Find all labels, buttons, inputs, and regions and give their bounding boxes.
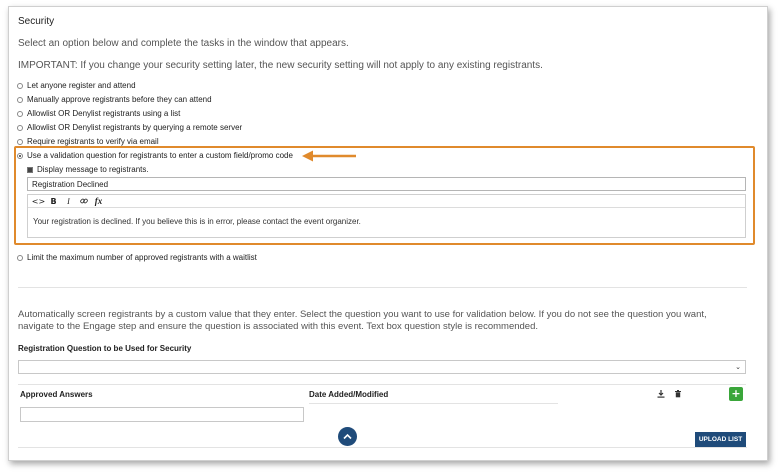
intro-text: Select an option below and complete the tasks in the window that appears. xyxy=(18,38,349,49)
chevron-down-icon: ⌄ xyxy=(735,363,741,371)
bold-button[interactable]: B xyxy=(50,196,57,206)
upload-list-button[interactable]: UPLOAD LIST xyxy=(695,432,746,447)
col-date-added: Date Added/Modified xyxy=(309,390,389,399)
formula-button[interactable]: fx xyxy=(94,195,103,206)
option-manual-approve[interactable] xyxy=(17,95,212,104)
divider xyxy=(18,287,747,288)
message-title-input[interactable]: Registration Declined xyxy=(27,177,746,191)
option-waitlist[interactable] xyxy=(17,253,257,262)
display-message-toggle[interactable] xyxy=(27,165,149,174)
radio-list[interactable] xyxy=(17,111,23,117)
divider xyxy=(18,447,747,448)
registration-question-label: Registration Question to be Used for Security xyxy=(18,344,192,353)
col-approved-answers: Approved Answers xyxy=(20,390,93,399)
scroll-up-button[interactable] xyxy=(338,427,357,446)
display-message-label: Display message to registrants. xyxy=(37,165,149,174)
answers-table-header xyxy=(18,384,746,404)
message-editor[interactable] xyxy=(27,194,746,238)
registration-question-select[interactable] xyxy=(18,360,746,374)
code-view-button[interactable]: <> xyxy=(31,196,46,206)
security-panel xyxy=(8,6,768,461)
trash-icon[interactable] xyxy=(673,389,683,399)
option-remote-server[interactable] xyxy=(17,123,242,132)
column-underline xyxy=(309,403,558,404)
auto-screen-text: Automatically screen registrants by a custom value that they enter. Select the question you want to use for validation below. If you do not see the question you want, navigate to the Engage step and ensure the question is associated with this event. Text box question style is recommended. xyxy=(18,309,707,332)
option-anyone[interactable] xyxy=(17,81,136,90)
radio-verify-email[interactable] xyxy=(17,139,23,145)
radio-remote-server[interactable] xyxy=(17,125,23,131)
option-label: Require registrants to verify via email xyxy=(27,137,159,146)
section-title: Security xyxy=(18,16,55,27)
approved-answer-input[interactable] xyxy=(20,407,304,422)
option-label: Allowlist OR Denylist registrants using a list xyxy=(27,109,181,118)
option-label: Use a validation question for registrants to enter a custom field/promo code xyxy=(27,151,293,160)
option-list[interactable] xyxy=(17,109,180,118)
option-label: Manually approve registrants before they can attend xyxy=(27,95,212,104)
editor-toolbar xyxy=(28,195,745,208)
download-icon[interactable] xyxy=(656,389,666,399)
important-note: IMPORTANT: If you change your security setting later, the new security setting will not apply to any existing registrants. xyxy=(18,60,543,71)
radio-waitlist[interactable] xyxy=(17,255,23,261)
radio-anyone[interactable] xyxy=(17,83,23,89)
option-label: Allowlist OR Denylist registrants by querying a remote server xyxy=(27,123,243,132)
option-validation-question[interactable] xyxy=(17,151,293,160)
chevron-up-icon xyxy=(343,433,352,440)
add-answer-button[interactable]: + xyxy=(729,387,743,401)
display-message-checkbox[interactable] xyxy=(27,167,33,173)
option-verify-email[interactable] xyxy=(17,137,159,146)
link-icon[interactable] xyxy=(76,196,91,207)
option-label: Let anyone register and attend xyxy=(27,81,136,90)
radio-manual-approve[interactable] xyxy=(17,97,23,103)
italic-button[interactable]: I xyxy=(67,196,70,206)
message-body[interactable]: Your registration is declined. If you believe this is in error, please contact the event organizer. xyxy=(33,217,361,226)
arrow-left-icon xyxy=(302,149,358,163)
option-label: Limit the maximum number of approved registrants with a waitlist xyxy=(27,253,257,262)
radio-validation-question[interactable] xyxy=(17,153,23,159)
